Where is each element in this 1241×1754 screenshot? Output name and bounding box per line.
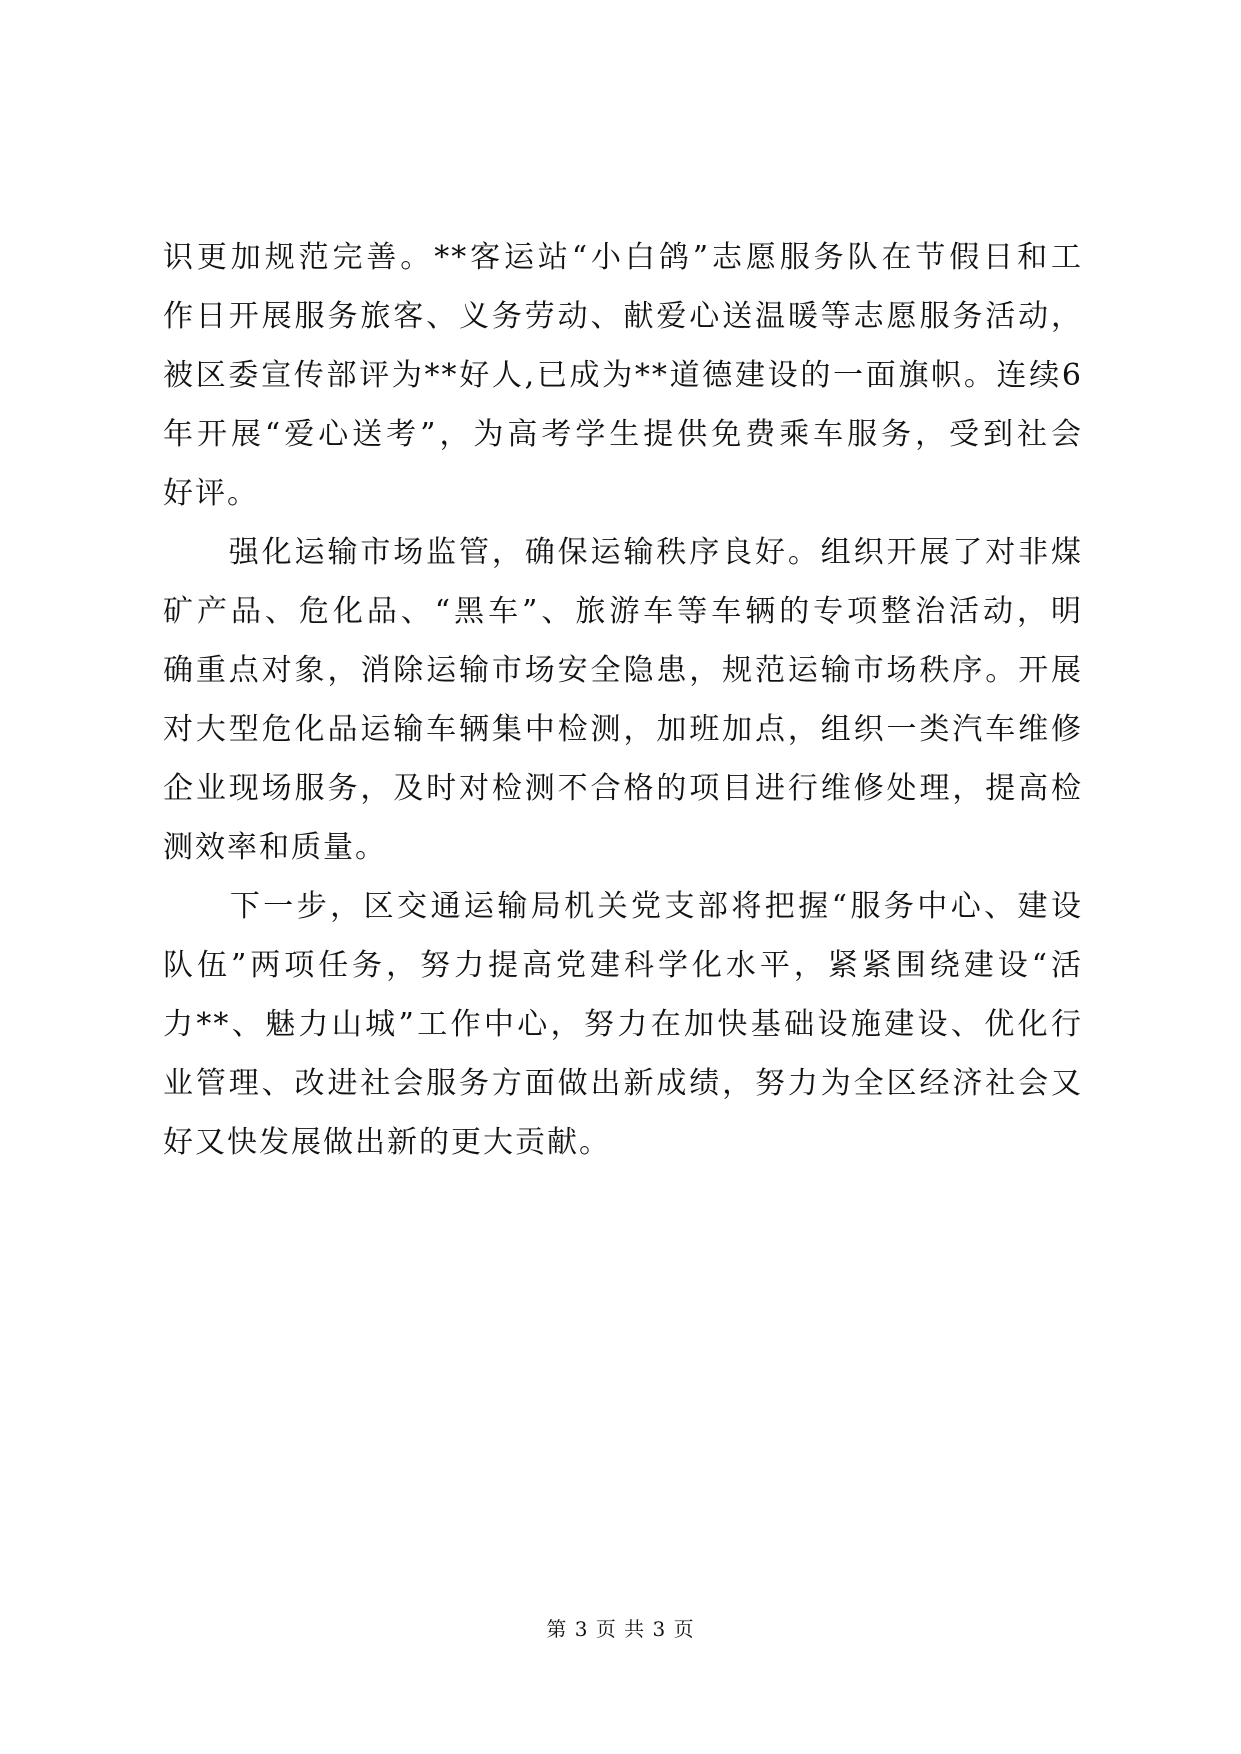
text-line: 被区委宣传部评为**好人,已成为**道德建设的一面旗帜。连续6 xyxy=(163,358,1083,393)
paragraph-1 xyxy=(163,228,1083,523)
text-line: 强化运输市场监管，确保运输秩序良好。组织开展了对非煤 xyxy=(163,535,1083,570)
paragraph-3 xyxy=(163,877,1083,1172)
text-line: 企业现场服务，及时对检测不合格的项目进行维修处理，提高检 xyxy=(163,771,1083,806)
text-line: 作日开展服务旅客、义务劳动、献爱心送温暖等志愿服务活动， xyxy=(163,299,1083,334)
text-line: 好评。 xyxy=(163,476,259,511)
text-line: 确重点对象，消除运输市场安全隐患，规范运输市场秩序。开展 xyxy=(163,653,1083,688)
document-body xyxy=(163,228,1083,1172)
page-number-footer: 第 3 页 共 3 页 xyxy=(546,1617,695,1641)
text-line: 下一步，区交通运输局机关党支部将把握“服务中心、建设 xyxy=(163,889,1083,924)
paragraph-2 xyxy=(163,523,1083,877)
text-line: 识更加规范完善。**客运站“小白鸽”志愿服务队在节假日和工 xyxy=(163,240,1083,275)
text-line: 力**、魅力山城”工作中心，努力在加快基础设施建设、优化行 xyxy=(163,1007,1083,1042)
text-line: 年开展“爱心送考”，为高考学生提供免费乘车服务，受到社会 xyxy=(163,417,1083,452)
text-line: 测效率和质量。 xyxy=(163,830,387,865)
text-line: 队伍”两项任务，努力提高党建科学化水平，紧紧围绕建设“活 xyxy=(163,948,1083,983)
text-line: 对大型危化品运输车辆集中检测，加班加点，组织一类汽车维修 xyxy=(163,712,1083,747)
text-line: 矿产品、危化品、“黑车”、旅游车等车辆的专项整治活动，明 xyxy=(163,594,1083,629)
text-line: 业管理、改进社会服务方面做出新成绩，努力为全区经济社会又 xyxy=(163,1066,1083,1101)
text-line: 好又快发展做出新的更大贡献。 xyxy=(163,1125,611,1160)
